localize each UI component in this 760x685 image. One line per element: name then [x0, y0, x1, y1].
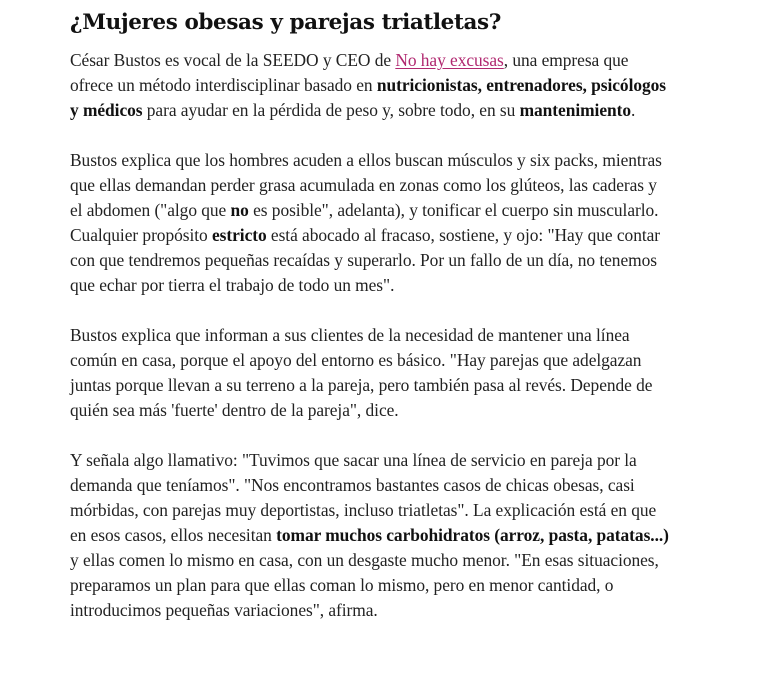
- bold-text: tomar muchos carbohidratos (arroz, pasta, patatas...): [276, 525, 669, 545]
- paragraph-text: es posible", adelanta), y tonificar el cuerpo sin muscularlo. Cualquier propósito: [70, 200, 659, 245]
- bold-text: mantenimiento: [519, 100, 631, 120]
- paragraph-text: César Bustos es vocal de la SEEDO y CEO de: [70, 50, 396, 70]
- paragraph-1: [70, 48, 670, 123]
- paragraph-3: Bustos explica que informan a sus clientes de la necesidad de mantener una línea común en casa, porque el apoyo del entorno es básico. "Hay parejas que adelgazan juntas porque llevan a su terreno a la pareja, pero también pasa al revés. Depende de quién sea más 'fuerte' dentro de la pareja", dice.: [70, 325, 653, 420]
- paragraph-2: [70, 148, 670, 298]
- paragraph-text: Y señala algo llamativo: "Tuvimos que sacar una línea de servicio en pareja por la demanda que teníamos". "Nos encontramos bastantes casos de chicas obesas, casi mórbidas, con parejas muy deportistas, incluso triatletas". La explicación está en que en esos casos, ellos necesitan: [70, 450, 657, 545]
- paragraph-text: está abocado al fracaso, sostiene, y ojo: "Hay que contar con que tendremos pequeñas recaídas y superarlo. Por un fallo de un día, no tenemos que echar por tierra el trabajo de todo un mes".: [70, 225, 661, 295]
- paragraph-4: [70, 448, 670, 623]
- paragraph-text: , una empresa que ofrece un método interdisciplinar basado en: [70, 50, 629, 95]
- bold-text: nutricionistas, entrenadores, psicólogos y médicos: [70, 75, 667, 120]
- bold-text: no: [230, 200, 249, 220]
- bold-text: estricto: [211, 225, 267, 245]
- article-body: [70, 8, 670, 648]
- paragraph-text: .: [631, 100, 636, 120]
- paragraph-text: y ellas comen lo mismo en casa, con un desgaste mucho menor. "En esas situaciones, preparamos un plan para que ellas coman lo mismo, pero en menor cantidad, o introducimos pequeñas variaciones", afirma.: [70, 550, 659, 620]
- paragraph-text: para ayudar en la pérdida de peso y, sobre todo, en su: [142, 100, 520, 120]
- no-hay-excusas-link[interactable]: No hay excusas: [395, 50, 504, 70]
- paragraph-text: Bustos explica que los hombres acuden a ellos buscan músculos y six packs, mientras que ellas demandan perder grasa acumulada en zonas como los glúteos, las caderas y el abdomen ("algo que: [70, 150, 662, 220]
- section-heading: ¿Mujeres obesas y parejas triatletas?: [70, 10, 501, 35]
